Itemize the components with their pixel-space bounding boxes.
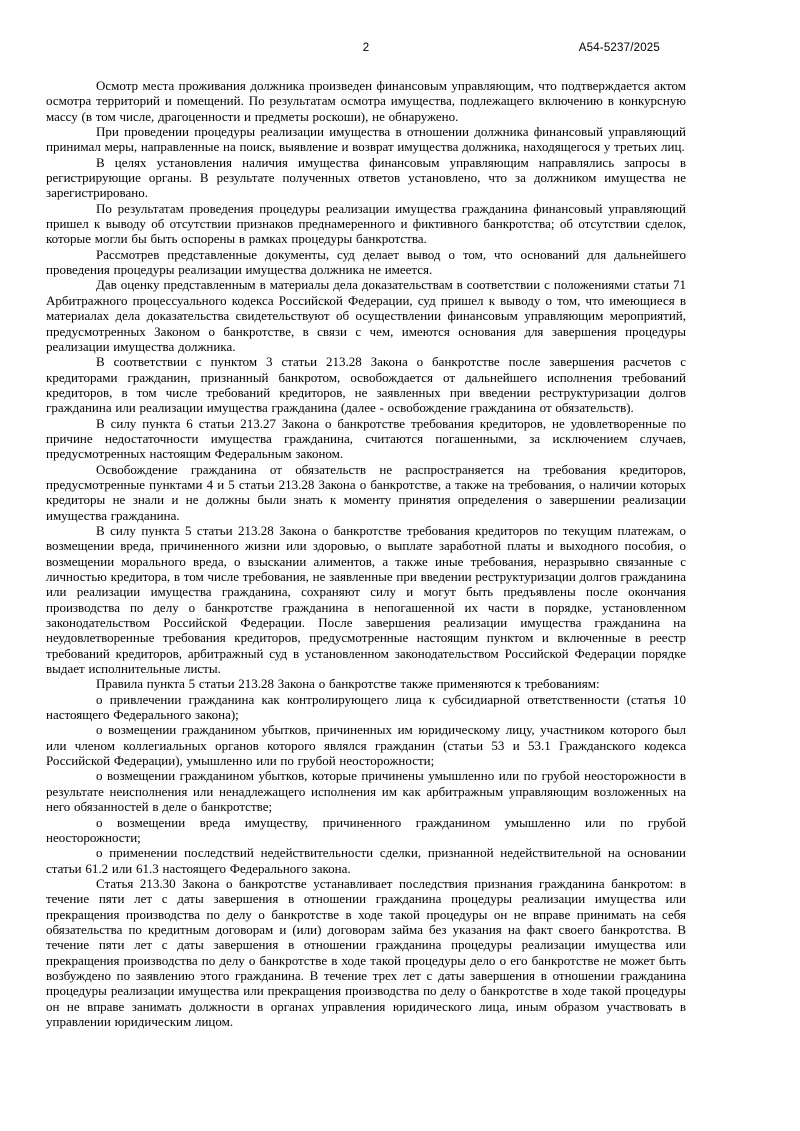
paragraph: о привлечении гражданина как контролирующего лица к субсидиарной ответственности (статья 10 настоящего Федерального закона); [46,691,686,723]
paragraph: В силу пункта 6 статьи 213.27 Закона о банкротстве требования кредиторов, не удовлетворенные по причине недостаточности имущества гражданина, считаются погашенными, за исключением случаев, предусмотренных настоящим Федеральным законом. [46,415,686,462]
paragraph: Дав оценку представленным в материалы дела доказательствам в соответствии с положениями статьи 71 Арбитражного процессуального кодекса Российской Федерации, суд пришел к выводу о том, что имеющиеся в материалах дела доказательства свидетельствуют об осуществлении финансовым управляющим мероприятий, предусмотренных Законом о банкротстве, в связи с чем, имеются основания для завершения процедуры реализации имущества должника. [46,277,686,354]
paragraph: В силу пункта 5 статьи 213.28 Закона о банкротстве требования кредиторов по текущим платежам, о возмещении вреда, причиненного жизни или здоровью, о выплате заработной платы и выходного пособия, о возмещении морального вреда, о взыскании алиментов, а также иные требования, неразрывно связанные с личностью кредитора, в том числе требования, не заявленные при введении реструктуризации долгов гражданина или реализации имущества гражданина, сохраняют силу и могут быть предъявлены после окончания производства по делу о банкротстве гражданина в непогашенной их части в порядке, установленном законодательством Российской Федерации. После завершения реализации имущества гражданина на неудовлетворенные требования кредиторов, предусмотренные настоящим пунктом и включенные в реестр требований кредиторов, арбитражный суд в установленном законодательством Российской Федерации порядке выдает исполнительные листы. [46,522,686,677]
paragraph: В соответствии с пунктом 3 статьи 213.28 Закона о банкротстве после завершения расчетов с кредиторами гражданин, признанный банкротом, освобождается от дальнейшего исполнения требований кредиторов, в том числе требований кредиторов, не заявленных при введении реструктуризации долгов гражданина или реализации имущества гражданина (далее - освобождение гражданина от обязательств). [46,354,686,416]
document-body [46,78,686,1029]
paragraph: о возмещении вреда имуществу, причиненного гражданином умышленно или по грубой неосторожности; [46,814,686,845]
case-number: А54-5237/2025 [578,42,660,54]
paragraph: о возмещении гражданином убытков, которые причинены умышленно или по грубой неосторожности в результате неисполнения или ненадлежащего исполнения им как арбитражным управляющим возложенных на него обязанностей в деле о банкротстве; [46,768,686,815]
paragraph: о возмещении гражданином убытков, причиненных им юридическому лицу, участником которого был или членом коллегиальных органов которого являлся гражданин (статьи 53 и 53.1 Гражданского кодекса Российской Федерации), умышленно или по грубой неосторожности; [46,722,686,769]
paragraph: Правила пункта 5 статьи 213.28 Закона о банкротстве также применяются к требованиям: [96,676,600,692]
paragraph: о применении последствий недействительности сделки, признанной недействительной на основании статьи 61.2 или 61.3 настоящего Федерального закона. [46,845,686,876]
page-header [46,41,686,57]
paragraph: По результатам проведения процедуры реализации имущества гражданина финансовый управляющий пришел к выводу об отсутствии признаков преднамеренного и фиктивного банкротства; об отсутствии сделок, которые могли бы быть оспорены в рамках процедуры банкротства. [46,200,686,247]
paragraph: Освобождение гражданина от обязательств не распространяется на требования кредиторов, предусмотренные пунктами 4 и 5 статьи 213.28 Закона о банкротстве, а также на требования, о наличии которых кредиторы не знали и не должны были знать к моменту принятия определения о завершении реализации имущества гражданина. [46,461,686,523]
paragraph: Осмотр места проживания должника произведен финансовым управляющим, что подтверждается актом осмотра территорий и помещений. По результатам осмотра имущества, подлежащего включению в конкурсную массу (в том числе, драгоценности и предметы роскоши), не обнаружено. [46,78,686,124]
paragraph: Рассмотрев представленные документы, суд делает вывод о том, что оснований для дальнейшего проведения процедуры реализации имущества должника не имеется. [46,246,686,278]
paragraph: При проведении процедуры реализации имущества в отношении должника финансовый управляющий принимал меры, направленные на поиск, выявление и возврат имущества должника, находящегося у третьих лиц. [46,124,686,155]
paragraph: Статья 213.30 Закона о банкротстве устанавливает последствия признания гражданина банкротом: в течение пяти лет с даты завершения в отношении гражданина процедуры реализации имущества или прекращения производства по делу о банкротстве в ходе такой процедуры он не вправе принимать на себя обязательства по кредитным договорам и (или) договорам займа без указания на факт своего банкротства. В течение пяти лет с даты завершения в отношении гражданина процедуры реализации имущества или прекращения производства по делу о банкротстве в ходе такой процедуры дело о его банкротстве не может быть возбуждено по заявлению этого гражданина. В течение трех лет с даты завершения в отношении гражданина процедуры реализации имущества или прекращения производства по делу о банкротстве в ходе такой процедуры он не вправе занимать должности в органах управления юридического лица, иным образом участвовать в управлении юридическим лицом. [46,875,686,1029]
page-number: 2 [362,42,370,54]
paragraph: В целях установления наличия имущества финансовым управляющим направлялись запросы в регистрирующие органы. В результате полученных ответов установлено, что за должником имущества не зарегистрировано. [46,154,686,201]
